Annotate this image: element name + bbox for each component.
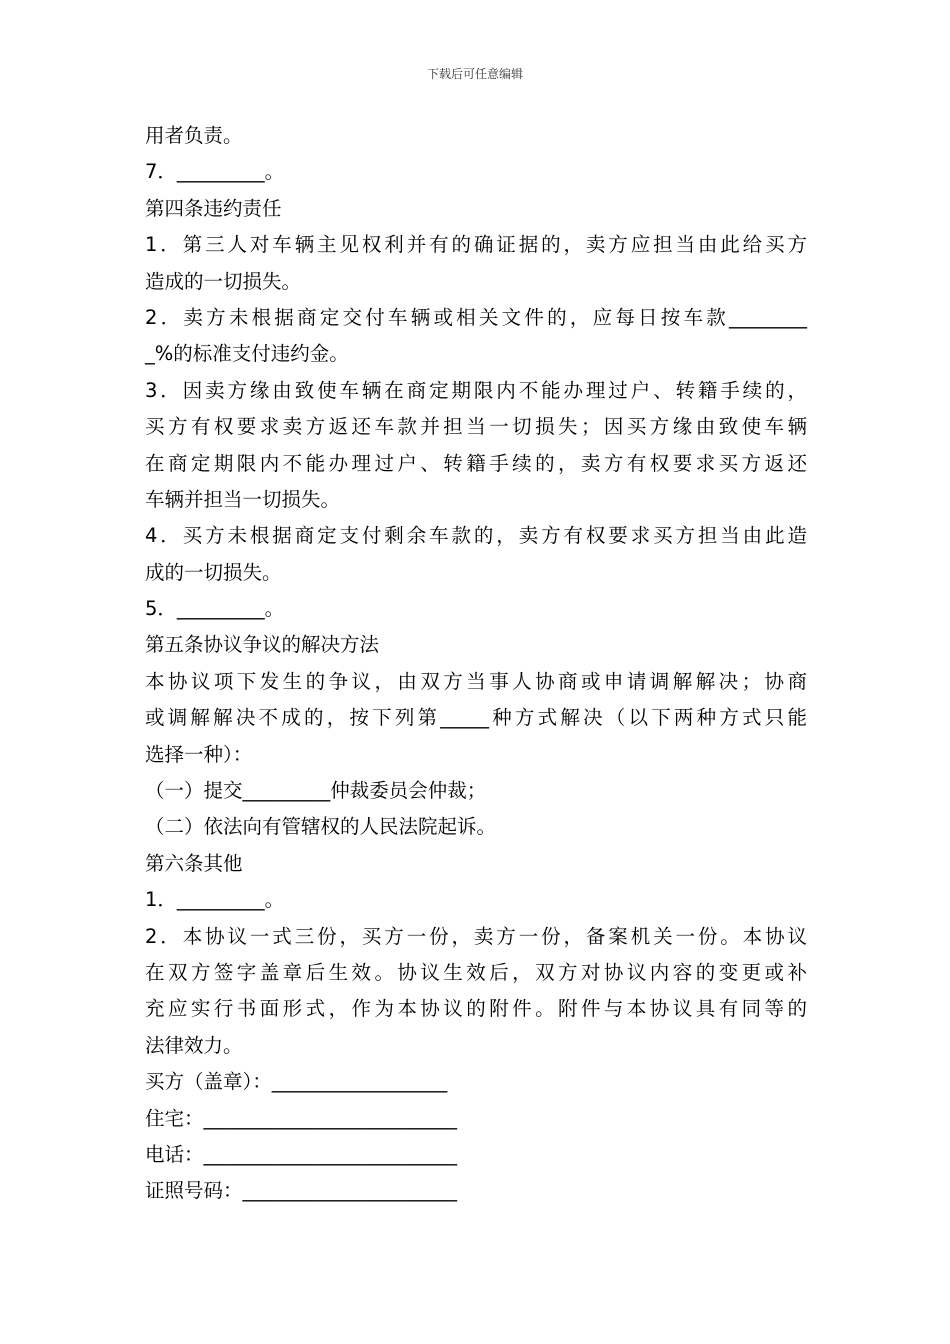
document-line: 第五条协议争议的解决方法 (145, 633, 380, 657)
document-body (145, 118, 807, 1210)
page-header-note: 下载后可任意编辑 (426, 67, 523, 81)
document-line: 选择一种）： (145, 742, 253, 766)
document-line: 1．_________。 (145, 888, 285, 912)
document-line: 5．_________。 (145, 597, 285, 621)
document-line: 本协议项下发生的争议，由双方当事人协商或申请调解解决；协商 (145, 669, 807, 693)
document-line: 4．买方未根据商定支付剩余车款的，卖方有权要求买方担当由此造 (145, 524, 807, 548)
document-line: 7．_________。 (145, 160, 285, 184)
document-line: 充应实行书面形式，作为本协议的附件。附件与本协议具有同等的 (145, 997, 807, 1021)
document-line: 电话：__________________________ (145, 1142, 458, 1166)
document-line: 买方（盖章）：__________________ (145, 1070, 448, 1094)
document-line: 在双方签字盖章后生效。协议生效后，双方对协议内容的变更或补 (145, 960, 807, 984)
document-line: 住宅：__________________________ (145, 1106, 458, 1130)
document-line: 或调解解决不成的，按下列第_____种方式解决（以下两种方式只能 (145, 706, 807, 730)
document-line: 证照号码：______________________ (145, 1179, 458, 1203)
document-line: （一）提交_________仲裁委员会仲裁； (145, 779, 487, 803)
document-line: _%的标准支付违约金。 (145, 342, 349, 366)
document-line: 第六条其他 (145, 851, 243, 875)
document-line: 法律效力。 (145, 1033, 243, 1057)
document-line: （二）依法向有管辖权的人民法院起诉。 (145, 815, 497, 839)
document-line: 造成的一切损失。 (145, 269, 302, 293)
document-line: 第四条违约责任 (145, 196, 282, 220)
document-line: 2．卖方未根据商定交付车辆或相关文件的，应每日按车款________ (145, 305, 807, 329)
document-line: 1．第三人对车辆主见权利并有的确证据的，卖方应担当由此给买方 (145, 233, 807, 257)
document-line: 3．因卖方缘由致使车辆在商定期限内不能办理过户、转籍手续的， (145, 378, 807, 402)
document-line: 买方有权要求卖方返还车款并担当一切损失；因买方缘由致使车辆 (145, 415, 807, 439)
document-line: 车辆并担当一切损失。 (145, 487, 341, 511)
document-line: 在商定期限内不能办理过户、转籍手续的，卖方有权要求买方返还 (145, 451, 807, 475)
document-line: 2．本协议一式三份，买方一份，卖方一份，备案机关一份。本协议 (145, 924, 807, 948)
document-line: 成的一切损失。 (145, 560, 282, 584)
document-line: 用者负责。 (145, 124, 243, 147)
